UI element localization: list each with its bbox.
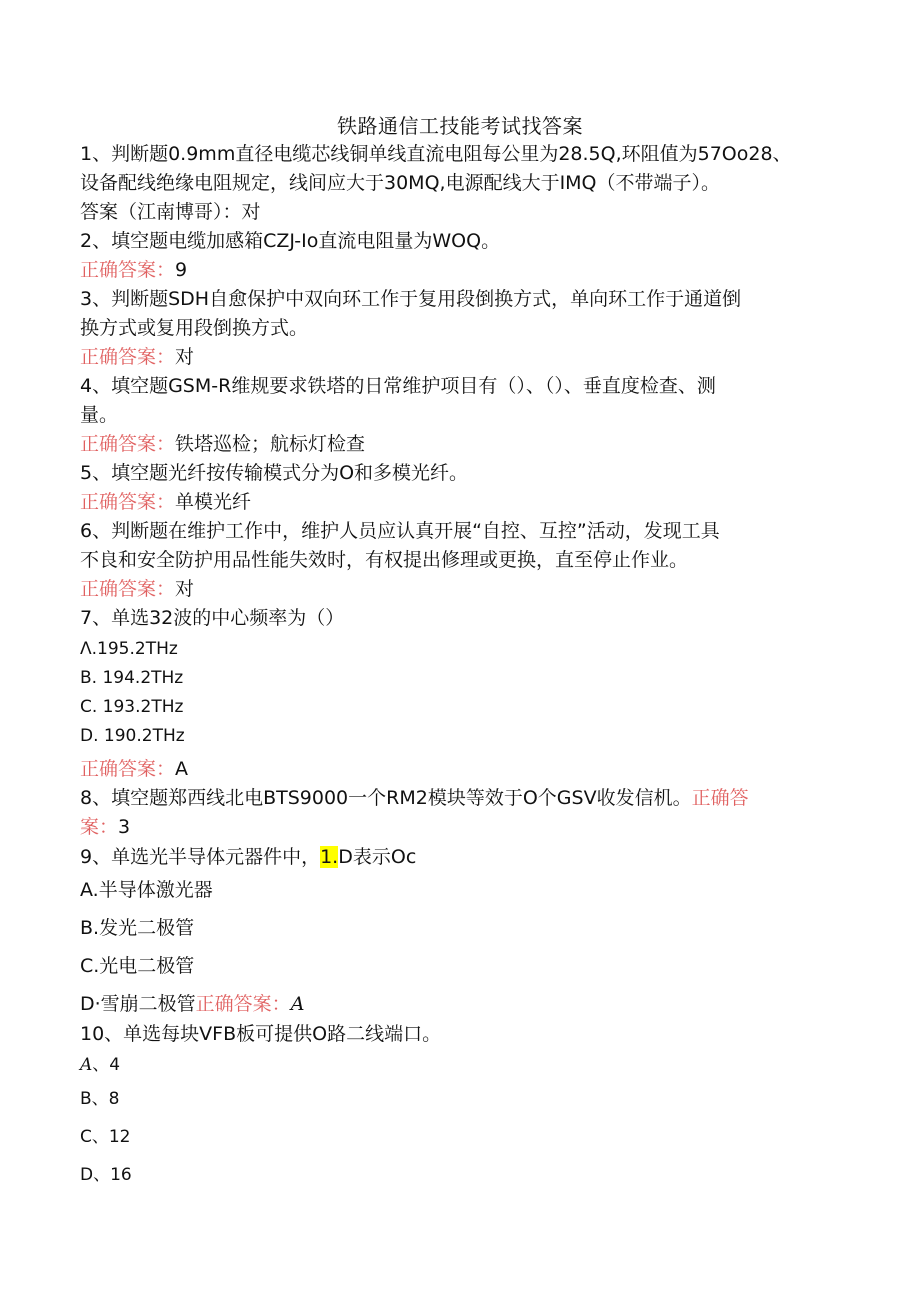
q7-option-b: B. 194.2THz bbox=[80, 668, 184, 688]
answer-value: A bbox=[175, 758, 189, 780]
q9-text: 9、单选光半导体元器件中， bbox=[80, 846, 321, 868]
q10-question: 10、单选每块VFB板可提供O路二线端口。 bbox=[80, 1023, 442, 1045]
q10-option-a bbox=[80, 1053, 120, 1077]
answer-value: 3 bbox=[118, 816, 131, 838]
q9-text-rest: D表示Oc bbox=[338, 846, 417, 868]
answer-value: 铁塔巡检；航标灯检查 bbox=[175, 433, 366, 455]
answer-label: 正确答案： bbox=[195, 993, 291, 1015]
page-title: 铁路通信工技能考试找答案 bbox=[337, 114, 583, 138]
answer-label: 正确答案： bbox=[80, 346, 176, 368]
answer-label-continued: 案： bbox=[80, 816, 119, 838]
q3-answer bbox=[80, 345, 194, 369]
option-letter: A bbox=[80, 1055, 93, 1075]
q4-line-2: 量。 bbox=[80, 404, 119, 426]
q2-answer bbox=[80, 258, 187, 282]
answer-label: 正确答案： bbox=[80, 259, 176, 281]
q7-option-d: D. 190.2THz bbox=[80, 726, 185, 746]
q8-answer bbox=[80, 815, 130, 839]
q1-answer: 答案（江南博哥）：对 bbox=[80, 201, 261, 223]
answer-value: 9 bbox=[175, 259, 188, 281]
q8-text: 8、填空题郑西线北电BTS9000一个RM2模块等效于O个GSV收发信机。 bbox=[80, 787, 692, 809]
q7-answer bbox=[80, 757, 188, 781]
q1-line-2: 设备配线绝缘电阻规定，线间应大于30MQ,电源配线大于IMQ（不带端子）。 bbox=[80, 172, 721, 194]
answer-value: 对 bbox=[175, 346, 195, 368]
answer-value: A bbox=[290, 993, 305, 1015]
q6-line-1: 6、判断题在维护工作中，维护人员应认真开展“自控、互控”活动，发现工具 bbox=[80, 520, 720, 542]
answer-value: 单模光纤 bbox=[175, 491, 252, 513]
answer-value: 对 bbox=[175, 578, 195, 600]
answer-label: 正确答案： bbox=[80, 578, 176, 600]
answer-label: 正确答案： bbox=[80, 758, 176, 780]
answer-label: 正确答案： bbox=[80, 433, 176, 455]
q9-option-b: B.发光二极管 bbox=[80, 917, 195, 939]
q2-question: 2、填空题电缆加感箱CZJ-Io直流电阻量为WOQ。 bbox=[80, 230, 501, 252]
q1-line-1: 1、判断题0.9mm直径电缆芯线铜单线直流电阻每公里为28.5Q,环阻值为57Oo28、 bbox=[80, 143, 792, 165]
answer-label: 正确答案： bbox=[80, 491, 176, 513]
q6-line-2: 不良和安全防护用品性能失效时，有权提出修理或更换，直至停止作业。 bbox=[80, 549, 689, 571]
q3-line-1: 3、判断题SDH自愈保护中双向环工作于复用段倒换方式，单向环工作于通道倒 bbox=[80, 288, 742, 310]
q7-option-c: C. 193.2THz bbox=[80, 697, 184, 717]
q4-answer bbox=[80, 432, 365, 456]
q5-answer bbox=[80, 490, 251, 514]
q7-option-a: Λ.195.2THz bbox=[80, 639, 178, 659]
q9-option-d-answer bbox=[80, 992, 304, 1016]
q7-question: 7、单选32波的中心频率为（） bbox=[80, 607, 345, 629]
q3-line-2: 换方式或复用段倒换方式。 bbox=[80, 317, 309, 339]
q9-question bbox=[80, 845, 416, 869]
q4-line-1: 4、填空题GSM-R维规要求铁塔的日常维护项目有（）、（）、垂直度检查、测 bbox=[80, 375, 716, 397]
q10-option-b: B、8 bbox=[80, 1089, 120, 1109]
q9-option-d: D·雪崩二极管 bbox=[80, 993, 196, 1015]
q9-option-a: A.半导体激光器 bbox=[80, 879, 213, 901]
q6-answer bbox=[80, 577, 194, 601]
q10-option-c: C、12 bbox=[80, 1127, 131, 1147]
highlight-mark: 1. bbox=[320, 846, 339, 868]
q5-question: 5、填空题光纤按传输模式分为O和多模光纤。 bbox=[80, 462, 469, 484]
option-text: 、4 bbox=[92, 1055, 121, 1075]
answer-label: 正确答 bbox=[691, 787, 749, 809]
q10-option-d: D、16 bbox=[80, 1165, 132, 1185]
q9-option-c: C.光电二极管 bbox=[80, 955, 195, 977]
q8-question bbox=[80, 786, 749, 810]
